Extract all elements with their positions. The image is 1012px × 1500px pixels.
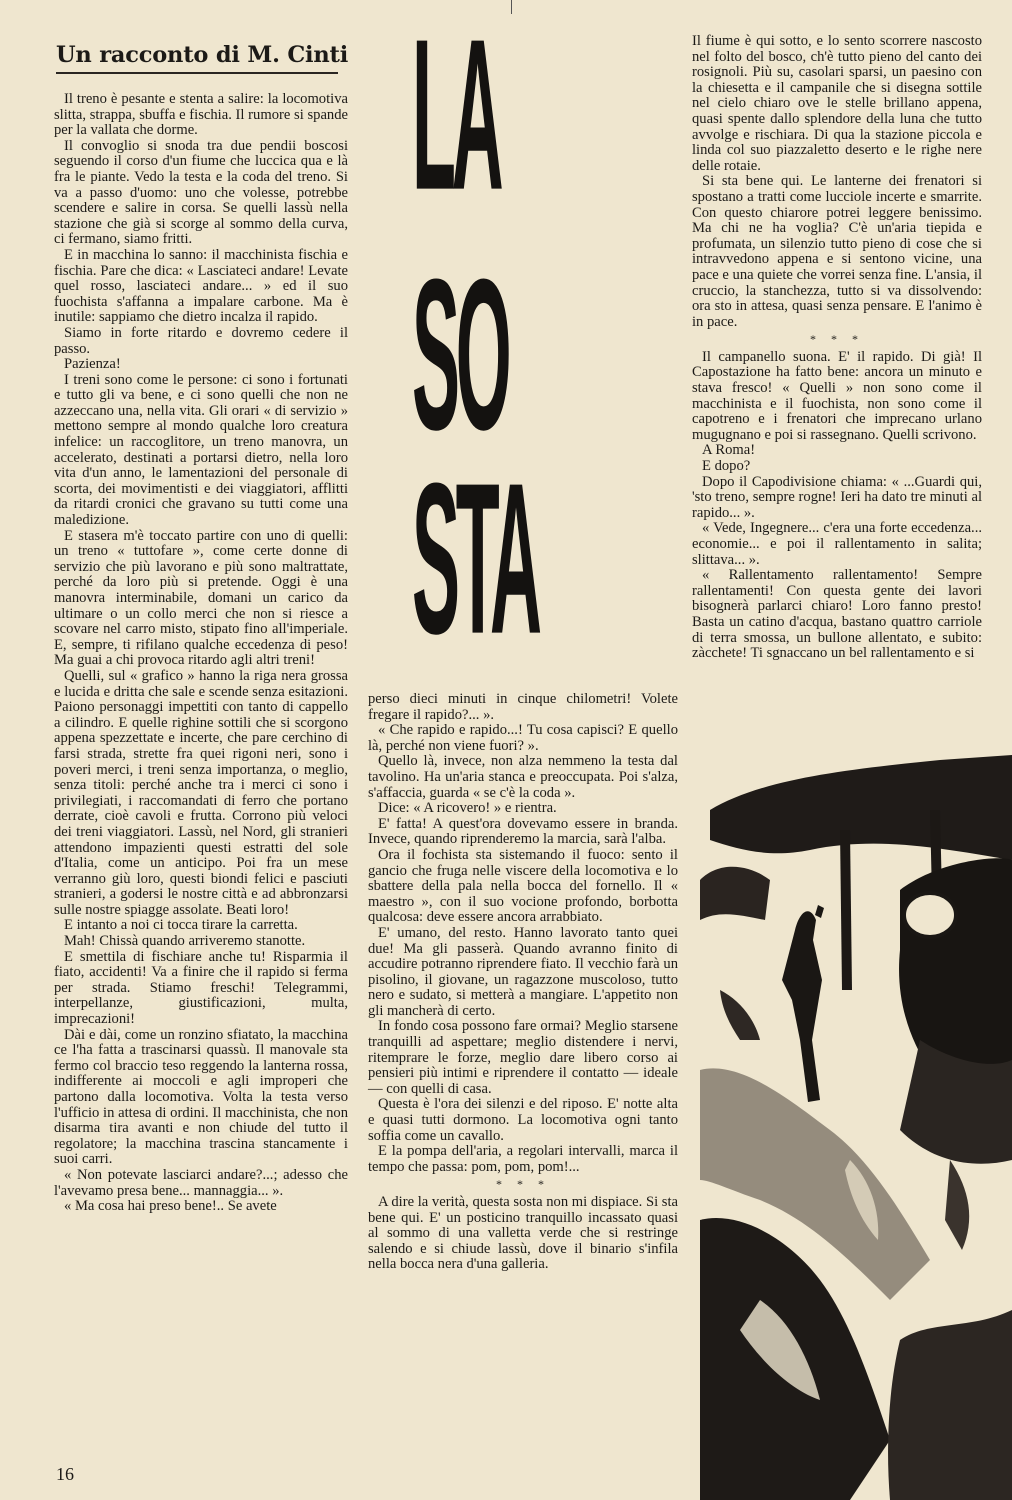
paragraph: E intanto a noi ci tocca tirare la carretta.: [64, 917, 298, 934]
title-line-2: SO: [412, 235, 508, 476]
byline-rule: [56, 72, 338, 74]
paragraph: E stasera m'è toccato partire con uno di quelli: un treno « tuttofare », come certe donne di servizio che più lavorano e più sono maltrattate, perché da loro più si pretende. Oggi è una manovra interminabile, domani un carico da ultimare o un collo merci che non si riesce a scovare nel carro misto, stipato fino all'imperiale. E, sempre, ti rifilano qualche eccedenza di peso! Ma guai a chi provoca ritardo agli altri treni!: [54, 527, 348, 669]
paragraph: « Non potevate lasciarci andare?...; adesso che l'avevamo presa bene... mannaggia... ».: [54, 1166, 348, 1199]
section-separator: * * *: [496, 1177, 550, 1192]
paragraph: In fondo cosa possono fare ormai? Meglio starsene tranquilli ad aspettare; meglio distendere i nervi, ritemprare le forze, meglio dare libero corso ai pensieri più intimi e riprendere il contatto — ideale — con quelli di casa.: [368, 1018, 678, 1097]
paragraph: E smettila di fischiare anche tu! Risparmia il fiato, accidenti! Va a finire che il rapido si ferma per strada. Stiamo freschi! Telegrammi, interpellanze, giustificazioni, multa, imprecazioni!: [54, 948, 348, 1028]
paragraph: Questa è l'ora dei silenzi e del riposo. E' notte alta e quasi tutti dormono. La locomotiva ogni tanto soffia come un cavallo.: [368, 1096, 678, 1144]
paragraph: E dopo?: [702, 458, 751, 475]
title-line-1: LA: [412, 0, 500, 236]
paragraph: A Roma!: [702, 442, 756, 459]
paragraph: « Rallentamento rallentamento! Sempre rallentamenti! Con questa gente dei lavori bisognerà parlarci chiaro! Loro fanno presto! Basta un catino d'acqua, bastano quattro carriole di terra smossa, un bullone allentato, e subito: zàcchete! Ti sgnaccano un bel rallentamento e si: [692, 567, 982, 662]
paragraph: E' fatta! A quest'ora dovevamo essere in branda. Invece, quando riprenderemo la marcia, sarà l'alba.: [368, 815, 678, 848]
section-separator: * * *: [810, 332, 864, 347]
paragraph: E in macchina lo sanno: il macchinista fischia e fischia. Pare che dica: « Lasciateci andare! Levate quel rosso, lasciateci andare... » ed il suo fuochista s'affanna a impalare carbone. Ma è inutile: sappiamo che dietro incalza il rapido.: [54, 246, 348, 326]
paragraph: Dopo il Capodivisione chiama: « ...Guardi qui, 'sto treno, sempre rogne! Ieri ha dato tre minuti al rapido... ».: [692, 473, 982, 521]
paragraph: « Che rapido e rapido...! Tu cosa capisci? E quello là, perché non viene fuori? ».: [368, 722, 678, 754]
paragraph: Il treno è pesante e stenta a salire: la locomotiva slitta, strappa, sbuffa e fischia. Il rumore si spande per la vallata che dorme.: [54, 91, 348, 139]
paragraph: E la pompa dell'aria, a regolari intervalli, marca il tempo che passa: pom, pom, pom!...: [368, 1143, 678, 1175]
paragraph: Mah! Chissà quando arriveremo stanotte.: [64, 933, 306, 950]
paragraph: Quello là, invece, non alza nemmeno la testa dal tavolino. Ha un'aria stanca e preoccupata. Poi s'alza, s'affaccia, guarda « se c'è la coda ».: [368, 753, 678, 801]
paragraph: Ora il fochista sta sistemando il fuoco: sento il gancio che fruga nelle viscere della locomotiva e lo sbattere della pala nella bocca del fornello. Il « maestro », con il suo vocione profondo, borbotta qualcosa: deve essere ancora arrabbiato.: [368, 846, 678, 926]
page-number: 16: [56, 1464, 74, 1484]
paragraph: Siamo in forte ritardo e dovremo cedere il passo.: [54, 324, 348, 357]
paragraph: perso dieci minuti in cinque chilometri! Volete fregare il rapido?... ».: [368, 691, 678, 723]
paragraph: Il fiume è qui sotto, e lo sento scorrere nascosto nel folto del bosco, ch'è tutto pieno del canto dei rosignoli. Più su, casolari sparsi, un paesino con la chiesetta e il campanile che si disegna sottile nel cielo chiaro ove le stelle brillano appena, quasi spente dallo splendore della luna che tutto avvolge e rischiara. Di qua la stazione piccola e linda col suo piazzaletto deserto e le righe nere delle rotaie.: [692, 33, 982, 174]
paragraph: « Ma cosa hai preso bene!.. Se avete: [64, 1198, 277, 1215]
paragraph: Dice: « A ricovero! » e rientra.: [378, 800, 557, 817]
paragraph: Il campanello suona. E' il rapido. Di già! Il Capostazione ha fatto bene: ancora un minuto e stava fresco! « Quelli » non sono come il macchinista e il fuochista, non sono come il capotreno e i frenatori che imprecano urlano mugugnano e poi si rassegnano. Quelli scrivono.: [692, 348, 982, 443]
paragraph: Dài e dài, come un ronzino sfiatato, la macchina ce l'ha fatta a trascinarsi quassù. Il manovale sta fermo col braccio teso reggendo la lanterna rossa, indifferente ai moccoli e agli improperi che partono dalla locomotiva. Volta la testa verso l'ufficio in attesa di ordini. Il macchinista, che non disarma tira avanti e non chiude del tutto il regolatore; la macchina trascina stancamente i suoi carri.: [54, 1026, 348, 1168]
train-station-illustration: [700, 740, 1012, 1500]
paragraph: I treni sono come le persone: ci sono i fortunati e tutto gli va bene, e ci sono quelli che non ne azzeccano una, nella vita. Gli orari « di servizio » mettono sempre al mondo qualche loro creatura infelice: un raccoglitore, un treno manovra, un accelerato, destinati a portarsi dietro, nella loro vita d'un anno, le lamentazioni del personale di scorta, dei movimentisti e dei viaggiatori, afflitti da ritardi cronici che gravano su tutti come una maledizione.: [54, 371, 348, 529]
paragraph: Si sta bene qui. Le lanterne dei frenatori si spostano a tratti come lucciole incerte e smarrite. Con questo chiarore potrei leggere benissimo. Ma chi ne ha voglia? C'è un'aria tiepida e profumata, un silenzio tutto pieno di cose che si intravvedono appena e si sentono vicine, una pace e una quiete che vorrei senza fine. L'ansia, il cruccio, la stanchezza, tutto si va dissolvendo: ora sto in attesa, quasi senza pensare. E l'animo è in pace.: [692, 173, 982, 330]
paragraph: E' umano, del resto. Hanno lavorato tanto quei due! Ma gli passerà. Quando avranno finito di accudire potranno riprendere fiato. Il vecchio farà un pisolino, il giovane, un ragazzone muscoloso, tutto nero e sudato, si metterà a mangiare. L'appetito non gli mancherà di certo.: [368, 924, 678, 1019]
text-column-2: [368, 692, 678, 1273]
paragraph: « Vede, Ingegnere... c'era una forte eccedenza... economie... e poi il rallentamento in salita; slittava... ».: [692, 520, 982, 568]
paragraph: Quelli, sul « grafico » hanno la riga nera grossa e lucida e dritta che sale e scende senza esitazioni. Paiono personaggi impettiti con tanto di cappello a cilindro. E quelle righine sottili che si scorgono appena spezzettate e incerte, che pare cerchino di farsi strada, strette fra quei rigoni neri, sono i poveri merci, i treni senza importanza, o meglio, senza titoli: perché anche tra i merci ci sono i privilegiati, i raccomandati di ferro che portano derrate, cioè cavoli e frutta. Corrono più veloci dei treni viaggiatori. Lassù, nel Nord, gli stranieri attendono impazienti questi estratti del sole d'Italia, come un anticipo. Poi fra un mese verranno giù loro, questi biondi felici e pasciuti stranieri, a godersi le nostre città e ad abbronzarsi sulle nostre spiagge assolate. Beati loro!: [54, 667, 348, 918]
paragraph: A dire la verità, questa sosta non mi dispiace. Si sta bene qui. E' un posticino tranquillo incassato quasi al sommo di una valletta verde che si restringe salendo e si chiude lassù, dove il binario s'infila nella bocca nera d'una galleria.: [368, 1194, 678, 1273]
title-line-3: STA: [412, 439, 538, 680]
paragraph: Il convoglio si snoda tra due pendii boscosi seguendo il corso d'un fiume che luccica qua e là fra le piante. Vedo la testa e la coda del treno. Si va a passo d'uomo: uno che volesse, potrebbe scendere e salire in corsa. Se quelli lassù nella stazione che già si scorge al sommo della curva, ci fermano, siamo fritti.: [54, 137, 348, 248]
text-column-1: [54, 92, 348, 1215]
text-column-3: [692, 34, 982, 662]
paragraph: Pazienza!: [64, 356, 121, 373]
byline: Un racconto di M. Cinti: [56, 42, 349, 68]
